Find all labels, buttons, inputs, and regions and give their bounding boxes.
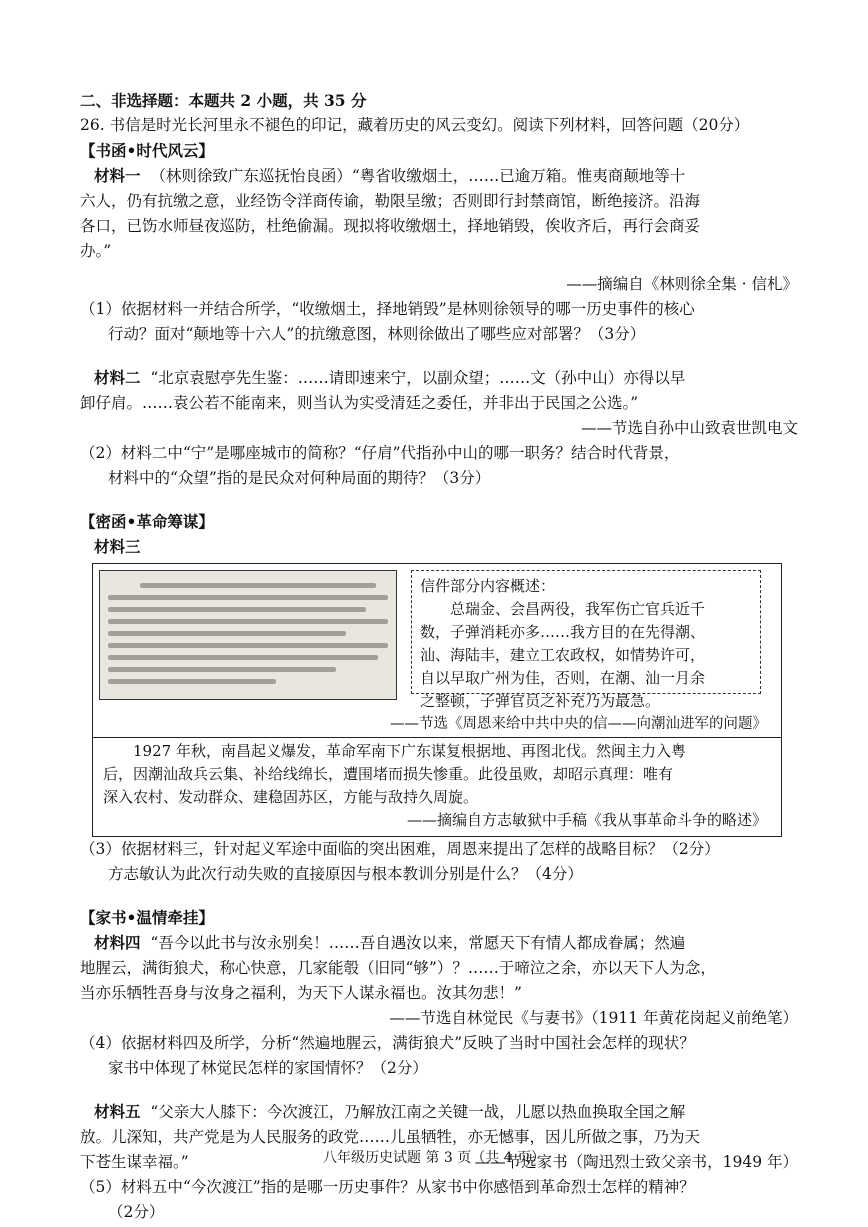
material-5-source: ——节选家书（陶迅烈士致父亲书，1949 年）	[474, 1153, 798, 1171]
material-2	[80, 365, 808, 391]
summary-line-4: 自以早取广州为佳，否则，在潮、汕一月余	[420, 669, 706, 687]
material-1-line-3: 各口，已饬水师昼夜巡防，杜绝偷漏。现拟将收缴烟土，择地销毁，俟收齐后，再行会商妥	[80, 217, 701, 235]
question-5	[80, 1175, 808, 1225]
material-1-line-4: 办。”	[80, 242, 112, 260]
material-3-para-line-2: 后，因潮汕敌兵云集、补给线绵长，遭围堵而损失惨重。此役虽败，却昭示真理：唯有	[103, 765, 674, 783]
material-3-para-line-3: 深入农村、发动群众、建稳固苏区，方能与敌持久周旋。	[103, 788, 479, 806]
material-5-line-1: “父亲大人膝下：今次渡江，乃解放江南之关键一战，儿愿以热血换取全国之解	[150, 1103, 686, 1121]
question-26-intro: 26. 书信是时光长河里永不褪色的印记，藏着历史的风云变幻。阅读下列材料，回答问题（20分）	[80, 116, 750, 134]
question-4-line-2: 家书中体现了林觉民怎样的家国情怀？（2分）	[108, 1059, 428, 1077]
question-1-line-1: （1）依据材料一并结合所学，“收缴烟土，择地销毁”是林则徐领导的哪一历史事件的核心	[80, 300, 695, 318]
question-5-line-2: （2分）	[108, 1203, 165, 1221]
question-4-line-1: （4）依据材料四及所学，分析“然遍地腥云，满街狼犬”反映了当时中国社会怎样的现状？	[80, 1034, 695, 1052]
question-2	[80, 441, 808, 491]
material-1	[80, 163, 808, 189]
material-4-label: 材料四	[94, 933, 141, 952]
part3-heading: 【家书•温情牵挂】	[80, 908, 214, 927]
question-2-line-2: 材料中的“众望”指的是民众对何种局面的期待？（3分）	[108, 469, 491, 487]
question-3	[80, 837, 808, 887]
material-1-label: 材料一	[94, 166, 141, 185]
material-4-line-3: 当亦乐牺牲吾身与汝身之福利，为天下人谋永福也。汝其勿悲！”	[80, 984, 522, 1002]
summary-line-3: 汕、海陆丰，建立工农政权，如情势许可，	[420, 646, 706, 664]
material-5-label: 材料五	[94, 1102, 141, 1121]
summary-line-2: 数，子弹消耗亦多……我方目的在先得潮、	[420, 623, 706, 641]
material-3-source-1: ——节选《周恩来给中共中央的信——向潮汕进军的问题》	[390, 716, 767, 732]
material-3-frame	[92, 563, 782, 837]
summary-line-5: 之整顿，子弹官员之补充乃为最急。	[420, 692, 661, 710]
question-3-line-1: （3）依据材料三，针对起义军途中面临的突出困难，周恩来提出了怎样的战略目标？（2分）	[80, 840, 720, 858]
summary-line-1: 总瑞金、会昌两役，我军伤亡官兵近千	[450, 600, 706, 618]
material-1-line-2: 六人，仍有抗缴之意，业经饬令洋商传谕，勒限呈缴；否则即行封禁商馆，断绝接济。沿海	[80, 192, 701, 210]
summary-title: 信件部分内容概述：	[420, 577, 556, 595]
material-4-line-1: “吾今以此书与汝永别矣！……吾自遇汝以来，常愿天下有情人都成眷属；然遍	[150, 934, 686, 952]
material-3-top	[93, 564, 781, 708]
material-3-paragraph	[93, 737, 781, 836]
material-5-line-2: 放。儿深知，共产党是为人民服务的政党……儿虽牺牲，亦无憾事，因儿所做之事，乃为天	[80, 1128, 701, 1146]
question-4	[80, 1031, 808, 1081]
letter-summary-box	[411, 570, 761, 710]
section-title: 二、非选择题：本题共 2 小题，共 35 分	[80, 91, 367, 110]
material-3-para-line-1: 1927 年秋，南昌起义爆发，革命军南下广东谋复根据地、再图北伐。然闽主力入粤	[133, 742, 686, 760]
material-2-line-1: “北京袁慰亭先生鉴：……请即速来宁，以副众望；……文（孙中山）亦得以早	[150, 369, 686, 387]
question-3-line-2: 方志敏认为此次行动失败的直接原因与根本教训分别是什么？（4分）	[108, 865, 583, 883]
question-1	[80, 297, 808, 347]
material-2-source: ——节选自孙中山致袁世凯电文	[580, 419, 798, 437]
question-1-line-2: 行动？面对“颠地等十六人”的抗缴意图，林则徐做出了哪些应对部署？（3分）	[108, 325, 646, 343]
material-5-line-3: 下苍生谋幸福。”	[80, 1153, 189, 1171]
letter-manuscript-image	[99, 570, 397, 700]
material-5	[80, 1099, 808, 1125]
part2-heading: 【密函•革命筹谋】	[80, 512, 214, 531]
material-1-source: ——摘编自《林则徐全集 · 信札》	[566, 275, 798, 293]
part1-heading: 【书函•时代风云】	[80, 141, 214, 160]
question-5-line-1: （5）材料五中“今次渡江”指的是哪一历史事件？从家书中你感悟到革命烈士怎样的精神？	[80, 1178, 695, 1196]
material-2-label: 材料二	[94, 368, 141, 387]
material-1-line-1: （林则徐致广东巡抚怡良函）“粤省收缴烟土，……已逾万箱。惟夷商颠地等十	[150, 167, 686, 185]
material-4-source: ——节选自林觉民《与妻书》（1911 年黄花岗起义前绝笔）	[389, 1009, 798, 1027]
material-3-label: 材料三	[94, 537, 141, 556]
material-4-line-2: 地腥云，满街狼犬，称心快意，几家能彀（旧同“够”）？……于啼泣之余，亦以天下人为念，	[80, 959, 716, 977]
material-3-source-2: ——摘编自方志敏狱中手稿《我从事革命斗争的略述》	[406, 811, 767, 829]
page-footer: 八年级历史试题 第 3 页（共 4 页）	[322, 1150, 546, 1166]
question-2-line-1: （2）材料二中“宁”是哪座城市的简称？“仔肩”代指孙中山的哪一职务？结合时代背景，	[80, 444, 680, 462]
material-2-line-2: 卸仔肩。……袁公若不能南来，则当认为实受清廷之委任，并非出于民国之公选。”	[80, 394, 639, 412]
material-4	[80, 930, 808, 956]
